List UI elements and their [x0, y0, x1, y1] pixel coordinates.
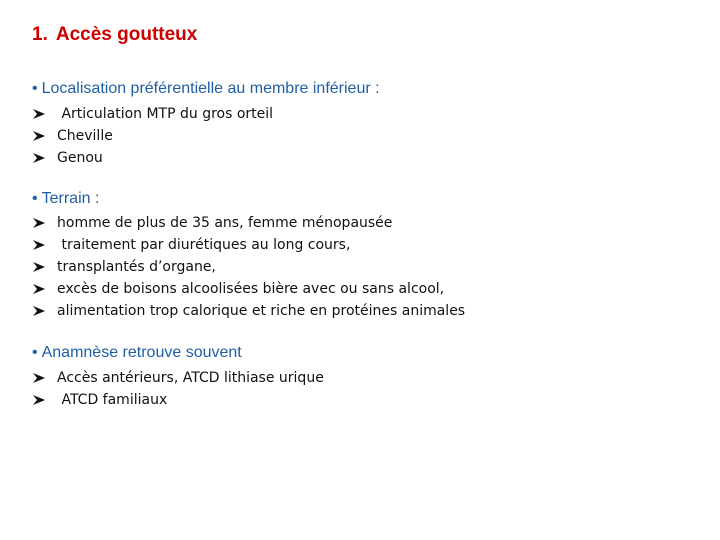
heading-bullet: • [32, 344, 38, 361]
heading-bullet: • [32, 80, 38, 97]
title-text: Accès goutteux [55, 24, 198, 45]
section-heading-anamnese [32, 344, 242, 362]
list-item-text: Articulation MTP du gros orteil [57, 106, 274, 122]
list-item-text: ATCD familiaux [57, 392, 168, 408]
arrowhead-bullet-icon [32, 278, 57, 300]
arrowhead-bullet-icon [32, 300, 57, 322]
list-item [32, 147, 273, 169]
list-item-text: traitement par diurétiques au long cours, [57, 237, 351, 253]
list-item [32, 367, 324, 389]
title-number: 1. [32, 24, 48, 45]
list-item-text: Genou [57, 150, 103, 166]
heading-text: Anamnèse retrouve souvent [41, 344, 242, 361]
arrowhead-bullet-icon [32, 147, 57, 169]
list-item-text: alimentation trop calorique et riche en protéines animales [57, 303, 466, 319]
list-item [32, 278, 465, 300]
arrowhead-bullet-icon [32, 125, 57, 147]
list-item-text: excès de boisons alcoolisées bière avec ou sans alcool, [57, 281, 445, 297]
list-item [32, 103, 273, 125]
list-item [32, 300, 465, 322]
heading-text: Localisation préférentielle au membre inférieur : [41, 80, 380, 97]
arrowhead-bullet-icon [32, 234, 57, 256]
list-item-text: Accès antérieurs, ATCD lithiase urique [57, 370, 324, 386]
list-terrain [32, 212, 465, 322]
list-item [32, 256, 465, 278]
heading-bullet: • [32, 190, 38, 207]
list-item [32, 212, 465, 234]
arrowhead-bullet-icon [32, 256, 57, 278]
list-localisation [32, 103, 273, 169]
heading-text: Terrain : [41, 190, 100, 207]
arrowhead-bullet-icon [32, 389, 57, 411]
arrowhead-bullet-icon [32, 212, 57, 234]
slide-title [32, 24, 197, 46]
list-item [32, 234, 465, 256]
list-item-text: transplantés d’organe, [57, 259, 216, 275]
list-item-text: Cheville [57, 128, 113, 144]
list-item [32, 125, 273, 147]
list-anamnese [32, 367, 324, 411]
list-item-text: homme de plus de 35 ans, femme ménopausée [57, 215, 393, 231]
arrowhead-bullet-icon [32, 367, 57, 389]
arrowhead-bullet-icon [32, 103, 57, 125]
section-heading-terrain [32, 190, 99, 208]
section-heading-localisation [32, 80, 380, 98]
list-item [32, 389, 324, 411]
